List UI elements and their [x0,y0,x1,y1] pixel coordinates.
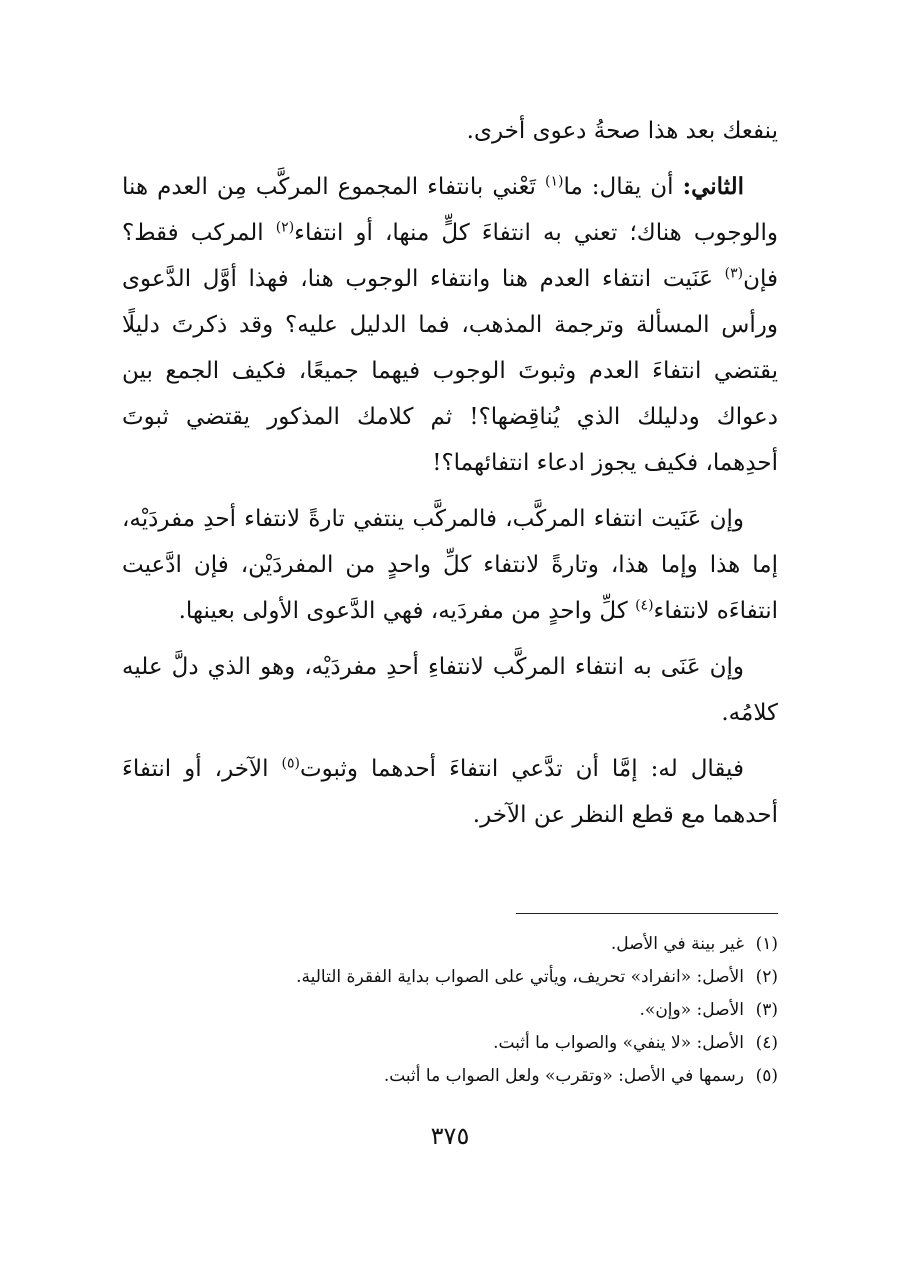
footnotes [122,928,778,1093]
paragraph-3 [122,496,778,634]
paragraph-1-text: ينفعك بعد هذا صحةُ دعوى أخرى. [466,118,778,144]
footnote-2 [122,961,778,994]
paragraph-5 [122,746,778,838]
footnote-ref-2[interactable]: (٢) [275,219,295,236]
paragraph-5-text-a: فيقال له: إمَّا أن تدَّعي انتفاءَ أحدهما وثبوت [299,756,744,782]
page-number: ٣٧٥ [430,1122,470,1150]
footnote-3 [122,994,778,1027]
paragraph-2 [122,164,778,486]
paragraph-2-text-c: المركب فقط؟ فإن [122,220,778,292]
paragraph-2-text-a: أن يقال: ما [563,174,683,200]
footnote-ref-1[interactable]: (١) [544,173,564,190]
footnote-text: غير بينة في الأصل. [610,934,744,954]
footnote-text: الأصل: «لا ينفي» والصواب ما أثبت. [493,1033,744,1053]
footnote-number: (١) [755,934,778,954]
footnote-number: (٢) [755,967,778,987]
paragraph-1 [122,108,778,154]
paragraph-3-text-b: كلِّ واحدٍ من مفردَيه، فهي الدَّعوى الأولى بعينها. [178,598,636,624]
paragraph-4-text: وإن عَنَى به انتفاء المركَّب لانتفاءِ أحدِ مفردَيْه، وهو الذي دلَّ عليه كلامُه. [122,654,778,726]
footnote-divider [516,913,778,914]
footnote-text: الأصل: «انفراد» تحريف، ويأتي على الصواب بداية الفقرة التالية. [296,967,744,987]
paragraph-4 [122,644,778,736]
footnote-1 [122,928,778,961]
footnote-number: (٤) [755,1033,778,1053]
footnote-ref-3[interactable]: (٣) [724,265,744,282]
main-text [122,108,778,848]
footnote-ref-5[interactable]: (٥) [281,755,300,772]
footnote-4 [122,1027,778,1060]
paragraph-2-lead: الثاني: [682,173,745,200]
footnote-5 [122,1060,778,1093]
paragraph-5-text-b: الآخر، أو انتفاءَ أحدهما مع قطع النظر عن الآخر. [122,756,778,828]
paragraph-3-text-a: وإن عَنَيت انتفاء المركَّب، فالمركَّب ينتفي تارةً لانتفاء أحدِ مفردَيْه، إما هذا وإما هذا، وتارةً لانتفاء كلِّ واحدٍ من المفردَيْن، فإن ادَّعيت انتفاءَه لانتفاء [122,506,778,624]
footnote-text: رسمها في الأصل: «وتقرب» ولعل الصواب ما أثبت. [383,1066,744,1086]
footnote-text: الأصل: «وإن». [639,1000,744,1020]
footnote-number: (٣) [755,1000,778,1020]
paragraph-2-text-b: تَعْني بانتفاء المجموع المركَّب مِن العدم هنا والوجوب هناك؛ تعني به انتفاءَ كلٍّ منها، أو انتفاء [122,174,778,246]
footnote-number: (٥) [755,1066,778,1086]
paragraph-2-text-d: عَنَيت انتفاء العدم هنا وانتفاء الوجوب هنا، فهذا أوَّل الدَّعوى ورأس المسألة وترجمة المذهب، فما الدليل عليه؟ وقد ذكرتَ دليلًا يقتضي انتفاءَ العدم وثبوتَ الوجوب فيهما جميعًا، فكيف الجمع بين دعواك ودليلك الذي يُناقِضها؟! ثم كلامك المذكور يقتضي ثبوتَ أحدِهما، فكيف يجوز ادعاء انتفائهما؟! [122,266,778,476]
footnote-ref-4[interactable]: (٤) [635,597,654,614]
